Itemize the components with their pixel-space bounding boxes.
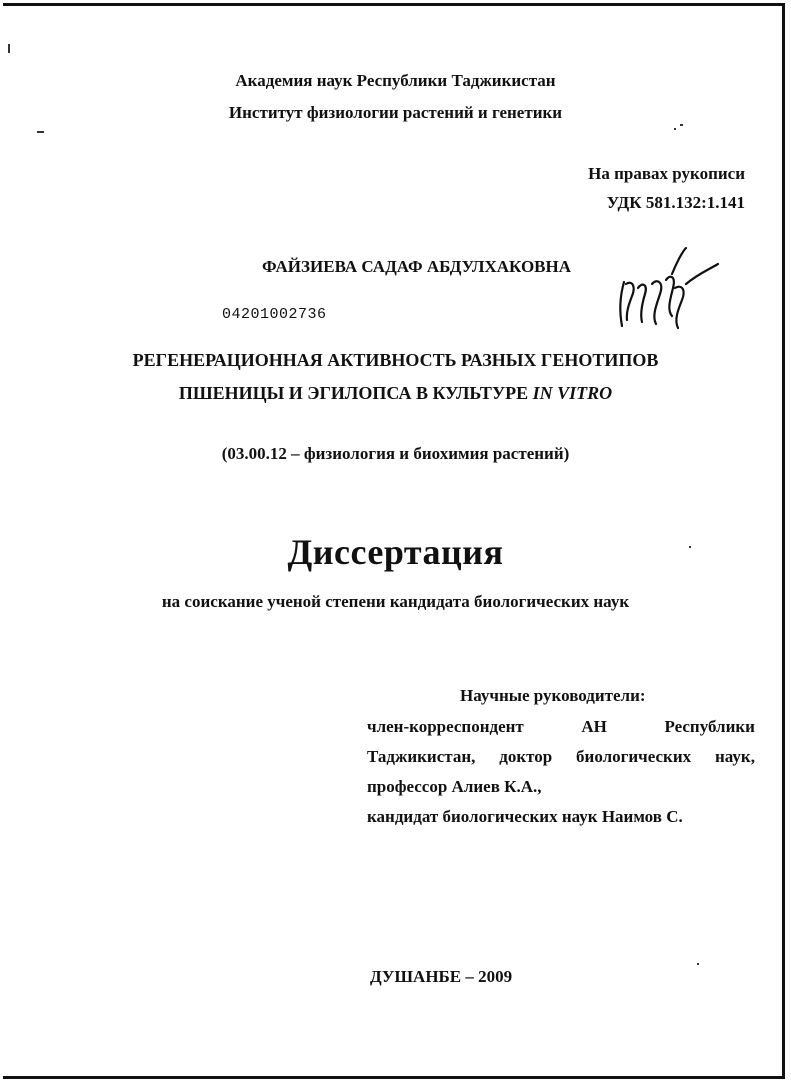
document-serial-number: 04201002736 [222,306,327,323]
thesis-title-line2 [0,383,791,404]
supervisors-list [367,717,755,837]
scan-speck [37,131,44,133]
supervisors-heading: Научные руководители: [460,686,646,705]
thesis-title-italic: IN VITRO [532,383,613,403]
supervisor-line-2 [367,747,755,777]
scan-speck [8,44,10,53]
supervisor-line-1 [367,717,755,747]
supervisor-word: доктор [499,747,553,766]
specialty-code: (03.00.12 – физиология и биохимия растений) [221,444,570,463]
degree-statement: на соискание ученой степени кандидата биологических наук [161,592,630,611]
thesis-title-line2-text: ПШЕНИЦЫ И ЭГИЛОПСА В КУЛЬТУРЕ [178,383,533,403]
document-kind: Диссертация [287,532,504,572]
institute-name: Институт физиологии растений и генетики [228,103,563,122]
supervisor-line-4: кандидат биологических наук Наимов С. [367,807,683,826]
scan-speck [674,128,676,130]
udk-code: УДК 581.132:1.141 [606,193,745,212]
city-year: ДУШАНБЕ – 2009 [370,967,513,986]
scan-speck [697,963,699,965]
supervisor-word: Таджикистан, [367,747,476,766]
supervisor-word: член-корреспондент [367,717,524,736]
supervisor-word: биологических [576,747,692,766]
supervisor-line-3: профессор Алиев К.А., [367,777,542,796]
supervisor-word: Республики [664,717,755,736]
supervisor-word: АН [581,717,607,736]
thesis-title-line1: РЕГЕНЕРАЦИОННАЯ АКТИВНОСТЬ РАЗНЫХ ГЕНОТИПОВ [132,350,659,370]
author-name: ФАЙЗИЕВА САДАФ АБДУЛХАКОВНА [262,257,572,276]
supervisor-word: наук, [715,747,755,766]
manuscript-rights: На правах рукописи [588,164,745,183]
academy-name: Академия наук Республики Таджикистан [235,71,556,90]
author-signature [612,244,722,339]
scan-speck [680,124,683,126]
